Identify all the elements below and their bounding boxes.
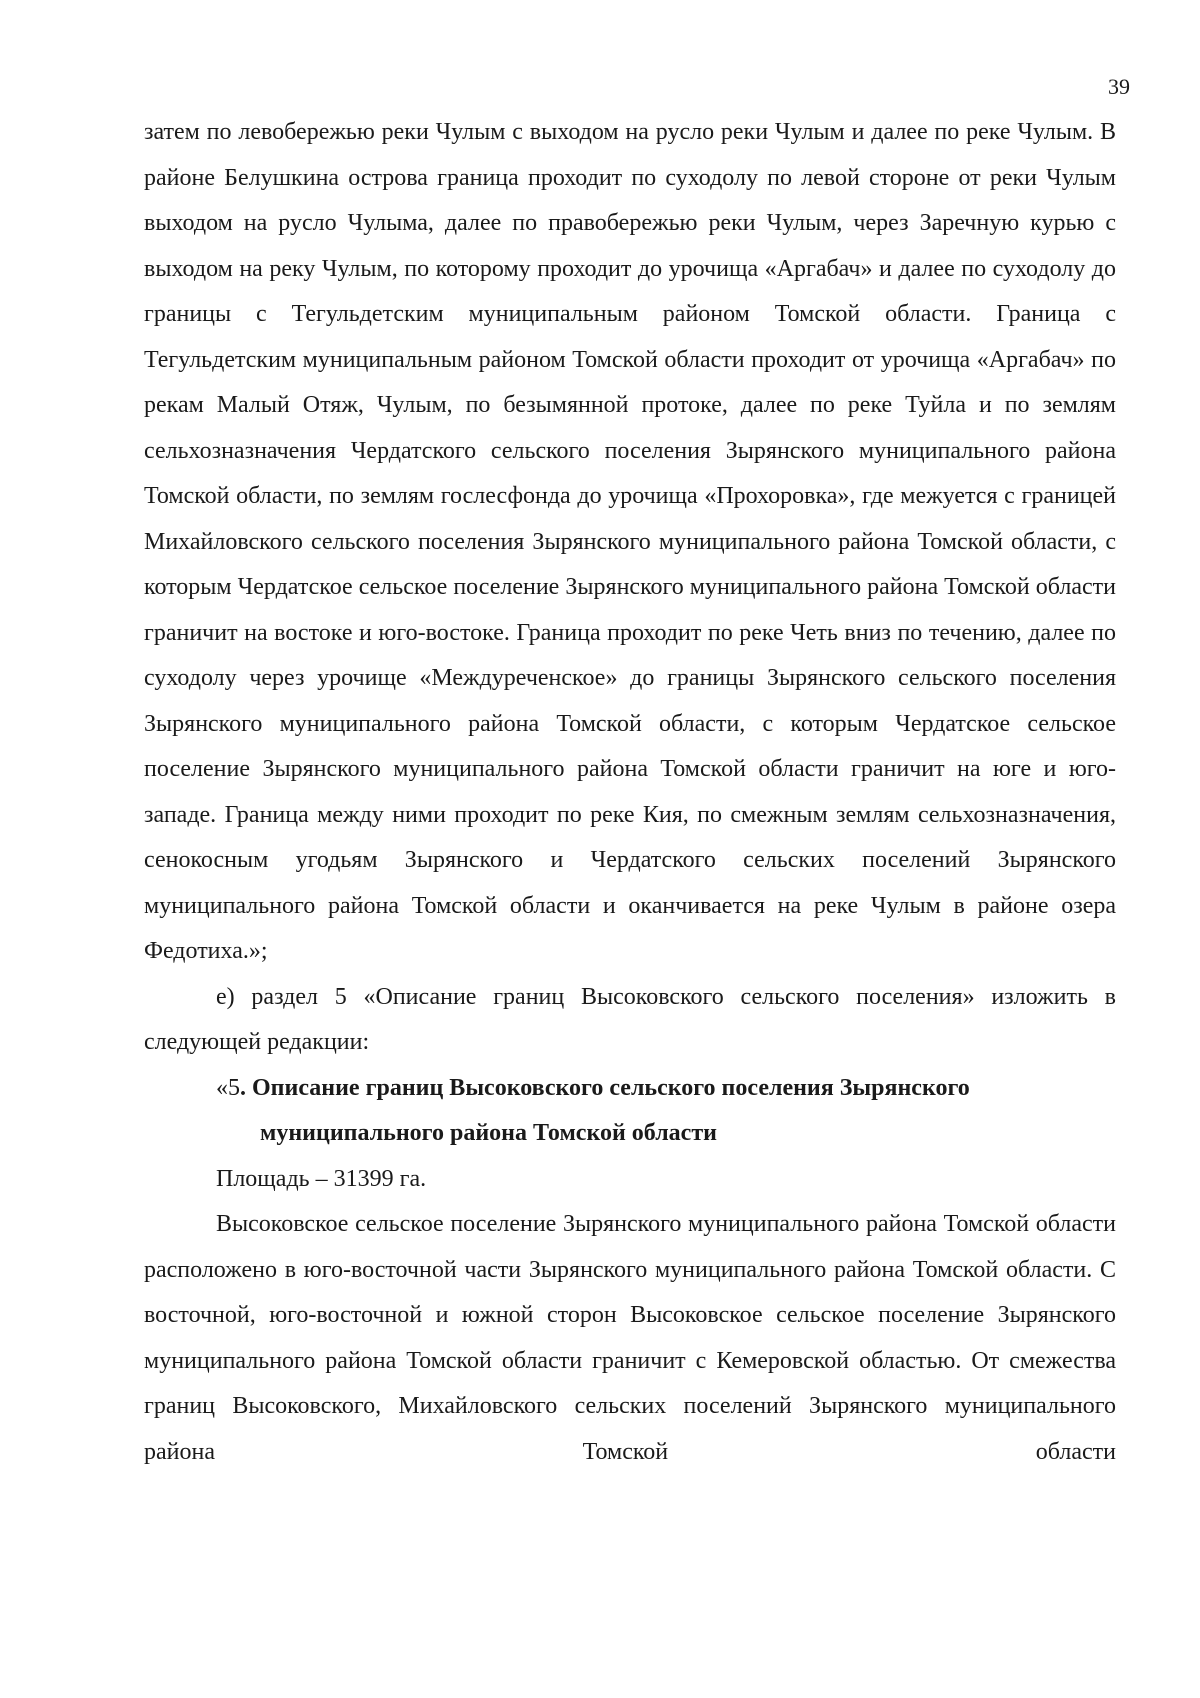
section-heading-title-line2: муниципального района Томской области: [260, 1120, 717, 1146]
document-body: [144, 110, 1116, 1475]
section-heading: [144, 1066, 1116, 1157]
section-heading-line1-wrap: [216, 1075, 970, 1101]
paragraph-vysokovskoe: Высоковское сельское поселение Зырянского муниципального района Томской области расположено в юго-восточной части Зырянского муниципального района Томской области. С восточной, юго-восточной и южной сторон Высоковское сельское поселение Зырянского муниципального района Томской области граничит с Кемеровской областью. От смежества границ Высоковского, Михайловского сельских поселений Зырянского муниципального района Томской области: [144, 1211, 1116, 1465]
section-heading-number: [216, 1075, 246, 1101]
paragraph-chulym-border: затем по левобережью реки Чулым с выходом на русло реки Чулым и далее по реке Чулым. В районе Белушкина острова граница проходит по суходолу по левой стороне от реки Чулым выходом на русло Чулыма, далее по правобережью реки Чулым, через Заречную курью с выходом на реку Чулым, по которому проходит до урочища «Аргабач» и далее по суходолу до границы с Тегульдетским муниципальным районом Томской области. Граница с Тегульдетским муниципальным районом Томской области проходит от урочища «Аргабач» по рекам Малый Отяж, Чулым, по безымянной протоке, далее по реке Туйла и по землям сельхозназначения Чердатского сельского поселения Зырянского муниципального района Томской области, по землям гослесфонда до урочища «Прохоровка», где межуется с границей Михайловского сельского поселения Зырянского муниципального района Томской области, с которым Чердатское сельское поселение Зырянского муниципального района Томской области граничит на востоке и юго-востоке. Граница проходит по реке Четь вниз по течению, далее по суходолу через урочище «Междуреченское» до границы Зырянского сельского поселения Зырянского муниципального района Томской области, с которым Чердатское сельское поселение Зырянского муниципального района Томской области граничит на юге и юго-западе. Граница между ними проходит по реке Кия, по смежным землям сельхозназначения, сенокосным угодьям Зырянского и Чердатского сельских поселений Зырянского муниципального района Томской области и оканчивается на реке Чулым в районе озера Федотиха.»;: [144, 119, 1116, 964]
heading-quote-number: «5: [216, 1074, 240, 1101]
paragraph-section-e: е) раздел 5 «Описание границ Высоковского сельского поселения» изложить в следующей редакции:: [144, 983, 1116, 1055]
page-number: 39: [1108, 74, 1130, 99]
area-line: Площадь – 31399 га.: [216, 1165, 427, 1192]
section-heading-title-line1: Описание границ Высоковского сельского поселения Зырянского: [252, 1074, 970, 1101]
heading-dot: .: [240, 1074, 246, 1101]
